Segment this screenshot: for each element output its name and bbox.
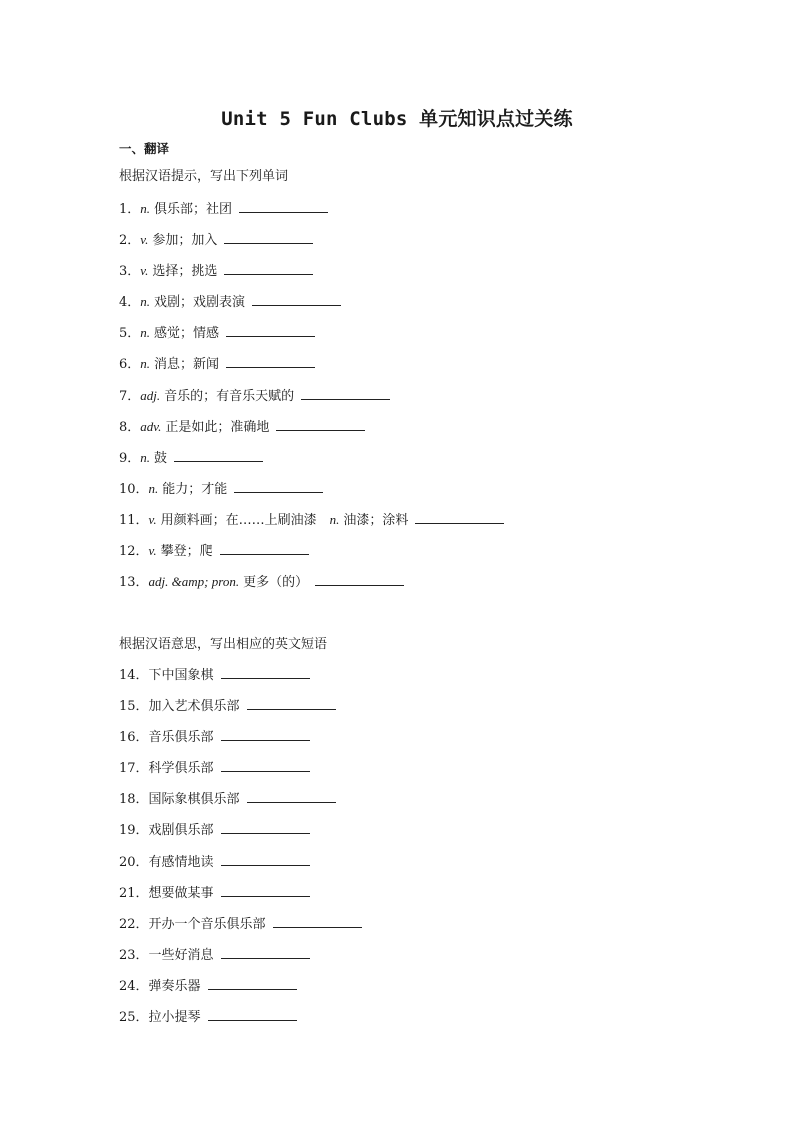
item-text: 用颜料画；在……上刷油漆	[160, 512, 330, 528]
answer-blank[interactable]	[273, 913, 362, 928]
item-text: 更多（的）	[243, 575, 309, 591]
answer-blank[interactable]	[315, 571, 404, 586]
item-text: 加入艺术俱乐部	[148, 699, 240, 715]
item-text: 音乐的；有音乐天赋的	[164, 388, 295, 404]
item-number: 17．	[119, 761, 149, 777]
answer-blank[interactable]	[247, 788, 336, 803]
answer-blank[interactable]	[415, 509, 504, 524]
item-number: 5．	[119, 326, 141, 342]
item-number: 13．	[119, 575, 149, 591]
phrase-item	[119, 913, 362, 944]
item-number: 20．	[119, 854, 149, 870]
item-number: 24．	[119, 978, 149, 994]
answer-blank[interactable]	[221, 664, 310, 679]
word-item	[119, 447, 504, 478]
part-of-speech: adv.	[140, 418, 162, 434]
item-number: 16．	[119, 730, 149, 746]
phrase-item	[119, 851, 362, 882]
item-number: 11．	[119, 512, 149, 528]
answer-blank[interactable]	[174, 447, 263, 462]
answer-blank[interactable]	[224, 260, 313, 275]
answer-blank[interactable]	[301, 385, 390, 400]
part-of-speech: v.	[148, 543, 157, 559]
page-title: Unit 5 Fun Clubs 单元知识点过关练	[221, 108, 573, 130]
answer-blank[interactable]	[221, 757, 310, 772]
answer-blank[interactable]	[221, 851, 310, 866]
item-text: 一些好消息	[148, 947, 214, 963]
answer-blank[interactable]	[224, 229, 313, 244]
part-of-speech: n.	[140, 449, 151, 465]
item-number: 1．	[119, 202, 141, 217]
section-heading: 一、翻译	[119, 141, 170, 156]
phrase-item	[119, 944, 362, 975]
word-item	[119, 416, 504, 447]
word-item	[119, 322, 504, 353]
phrase-item	[119, 882, 362, 913]
item-text: 想要做某事	[148, 885, 214, 901]
item-number: 4．	[119, 295, 141, 311]
part-of-speech: v.	[148, 511, 157, 527]
word-item	[119, 571, 504, 602]
item-text: 拉小提琴	[148, 1010, 201, 1026]
item-number: 18．	[119, 792, 149, 808]
item-text: 参加；加入	[152, 233, 218, 249]
word-item	[119, 260, 504, 291]
item-number: 14．	[119, 668, 149, 683]
answer-blank[interactable]	[221, 819, 310, 834]
answer-blank[interactable]	[221, 882, 310, 897]
item-number: 6．	[119, 357, 141, 373]
part-of-speech: v.	[140, 263, 149, 279]
part-of-speech: adj.	[140, 387, 161, 403]
word-item	[119, 385, 504, 416]
item-text: 音乐俱乐部	[148, 730, 214, 746]
item-number: 7．	[119, 388, 141, 404]
instruction-words: 根据汉语提示，写出下列单词	[119, 169, 289, 184]
item-text: 鼓	[154, 450, 168, 466]
item-text: 戏剧俱乐部	[148, 823, 214, 839]
word-item	[119, 229, 504, 260]
answer-blank[interactable]	[239, 198, 328, 213]
word-item	[119, 509, 504, 540]
item-text: 开办一个音乐俱乐部	[148, 916, 266, 932]
item-text: 消息；新闻	[154, 357, 220, 373]
answer-blank[interactable]	[234, 478, 323, 493]
item-text: 攀登；爬	[160, 544, 213, 560]
part-of-speech: n.	[140, 294, 151, 310]
phrase-item	[119, 788, 362, 819]
word-list	[119, 198, 504, 602]
item-number: 2．	[119, 233, 141, 249]
answer-blank[interactable]	[226, 353, 315, 368]
answer-blank[interactable]	[221, 726, 310, 741]
phrase-item	[119, 975, 362, 1006]
answer-blank[interactable]	[220, 540, 309, 555]
item-number: 19．	[119, 823, 149, 839]
answer-blank[interactable]	[208, 1006, 297, 1021]
word-item	[119, 353, 504, 384]
item-text: 有感情地读	[148, 854, 214, 870]
item-text: 弹奏乐器	[148, 978, 201, 994]
item-number: 9．	[119, 450, 141, 466]
answer-blank[interactable]	[221, 944, 310, 959]
item-number: 3．	[119, 264, 141, 280]
item-number: 12．	[119, 544, 149, 560]
part-of-speech: n.	[140, 356, 151, 372]
item-text: 戏剧；戏剧表演	[154, 295, 246, 311]
item-text: 能力；才能	[162, 481, 228, 497]
word-item	[119, 478, 504, 509]
item-number: 22．	[119, 916, 149, 932]
phrase-item	[119, 695, 362, 726]
phrase-item	[119, 757, 362, 788]
part-of-speech: n.	[140, 201, 151, 216]
instruction-phrases: 根据汉语意思，写出相应的英文短语	[119, 637, 328, 652]
word-item	[119, 540, 504, 571]
part-of-speech: n.	[329, 511, 340, 527]
part-of-speech: n.	[140, 325, 151, 341]
part-of-speech: n.	[148, 480, 159, 496]
answer-blank[interactable]	[276, 416, 365, 431]
answer-blank[interactable]	[252, 291, 341, 306]
word-item	[119, 291, 504, 322]
item-text: 国际象棋俱乐部	[148, 792, 240, 808]
item-text: 俱乐部；社团	[154, 202, 233, 217]
answer-blank[interactable]	[226, 322, 315, 337]
phrase-item	[119, 1006, 362, 1037]
part-of-speech: adj. &amp; pron.	[148, 574, 240, 590]
item-text: 科学俱乐部	[148, 761, 214, 777]
phrase-item	[119, 726, 362, 757]
item-number: 8．	[119, 419, 141, 435]
phrase-item	[119, 819, 362, 850]
item-text: 油漆；涂料	[343, 512, 409, 528]
item-text: 选择；挑选	[152, 264, 218, 280]
part-of-speech: v.	[140, 232, 149, 248]
phrase-item	[119, 664, 362, 695]
item-number: 15．	[119, 699, 149, 715]
item-text: 感觉；情感	[154, 326, 220, 342]
item-text: 正是如此；准确地	[165, 419, 270, 435]
phrase-list	[119, 664, 362, 1037]
item-number: 23．	[119, 947, 149, 963]
item-text: 下中国象棋	[148, 668, 214, 683]
item-number: 21．	[119, 885, 149, 901]
item-number: 25．	[119, 1010, 149, 1026]
answer-blank[interactable]	[247, 695, 336, 710]
word-item	[119, 198, 504, 229]
item-number: 10．	[119, 481, 149, 497]
answer-blank[interactable]	[208, 975, 297, 990]
